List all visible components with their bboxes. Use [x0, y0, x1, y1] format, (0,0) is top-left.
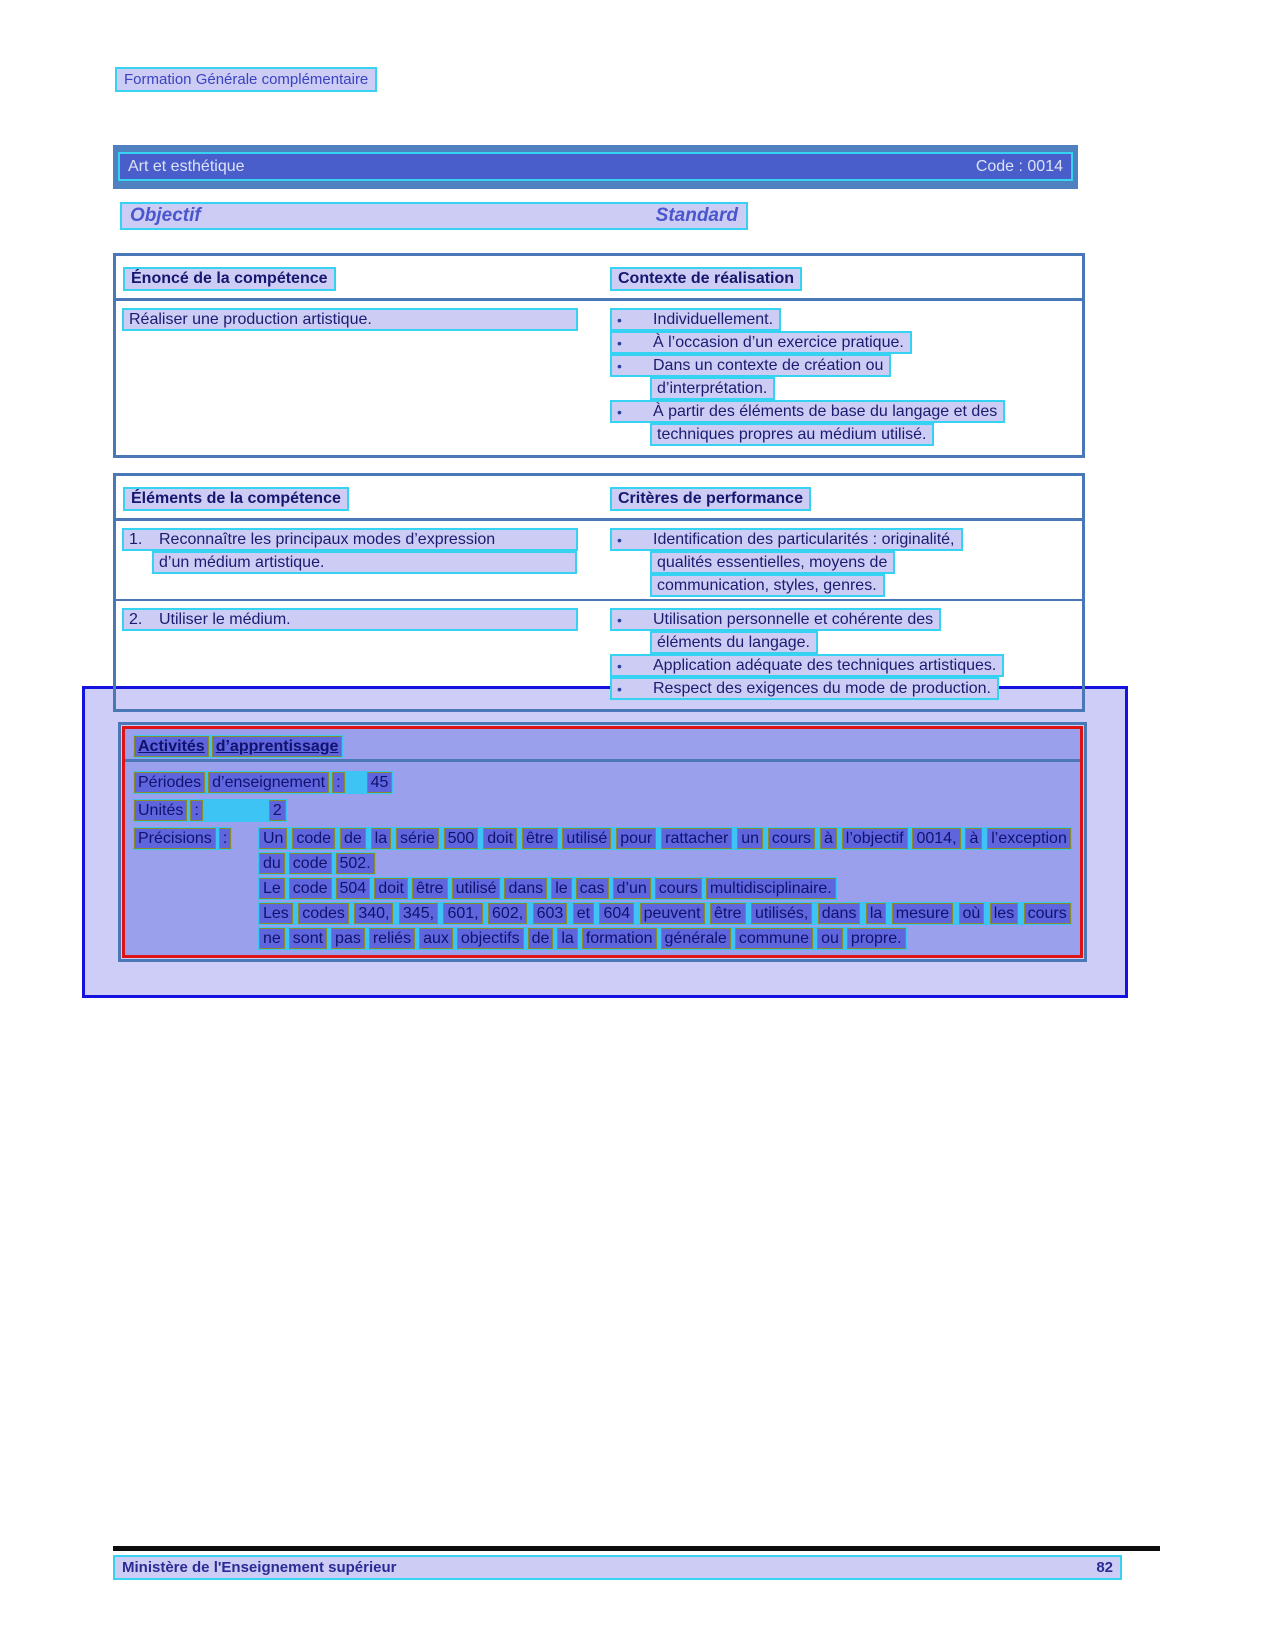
word-chip: : [190, 800, 202, 821]
highlight-line [650, 631, 818, 654]
column-header-contexte: Contexte de réalisation [610, 267, 802, 291]
word-chip: la [371, 828, 391, 849]
word-chip: formation [582, 928, 657, 949]
bullet-icon: • [617, 357, 622, 374]
word-chip: le [551, 878, 571, 899]
word-chip: de [340, 828, 366, 849]
document-category-label: Formation Générale complémentaire [115, 67, 377, 92]
word-chip: dans [818, 903, 861, 924]
activities-title-row [125, 729, 1080, 762]
word-chip: Précisions [134, 828, 216, 849]
word-chip: utilisé [452, 878, 501, 899]
competence-cell-left [116, 301, 610, 446]
word-chip: cours [768, 828, 815, 849]
word-chip: être [522, 828, 558, 849]
word-chip: être [710, 903, 746, 924]
elements-table-header [116, 476, 1082, 521]
competence-cell-right [610, 301, 1082, 446]
line-text: éléments du langage. [657, 633, 810, 651]
line-text: À partir des éléments de base du langage et des [653, 402, 998, 420]
word-chip: d’enseignement [208, 772, 329, 793]
word-chip: cours [1024, 903, 1071, 924]
elements-cell-left-1 [116, 521, 610, 599]
word-chip: Activités [134, 736, 209, 757]
annotation-strip [258, 927, 907, 950]
word-chip: cas [576, 878, 609, 899]
precisions-row [133, 827, 1080, 952]
word-chip: ne [259, 928, 285, 949]
highlight-line [650, 551, 895, 574]
word-chip: peuvent [640, 903, 705, 924]
annotation-strip [258, 852, 376, 875]
activities-field [133, 799, 1080, 822]
subject-header-highlight [118, 152, 1073, 181]
line-text: d’un médium artistique. [159, 553, 325, 571]
word-chip: 604 [599, 903, 634, 924]
activities-field [133, 771, 1080, 794]
field-gap [206, 800, 266, 819]
highlight-line [122, 528, 578, 551]
word-chip: : [219, 828, 231, 849]
word-chip: 504 [336, 878, 371, 899]
bullet-icon: • [617, 680, 622, 697]
line-text: Réaliser une production artistique. [129, 310, 372, 328]
footer-page-number: 82 [1096, 1559, 1113, 1576]
word-chip: de [528, 928, 554, 949]
annotation-strip [133, 771, 393, 794]
word-chip: 2 [269, 800, 286, 821]
elements-table-row-1 [116, 521, 1082, 601]
highlight-line [650, 574, 885, 597]
word-chip: un [737, 828, 763, 849]
column-header-criteres: Critères de performance [610, 487, 811, 511]
word-chip: reliés [369, 928, 415, 949]
elements-table-row-2 [116, 601, 1082, 700]
line-text: Respect des exigences du mode de production. [653, 679, 991, 697]
word-chip: série [396, 828, 439, 849]
word-chip: objectifs [457, 928, 524, 949]
word-chip: commune [735, 928, 813, 949]
competence-table-header [116, 256, 1082, 301]
subject-title: Art et esthétique [128, 157, 245, 175]
line-text: À l’occasion d’un exercice pratique. [653, 333, 904, 351]
word-chip: : [332, 772, 344, 793]
activities-fields [133, 771, 1080, 822]
word-chip: 601, [443, 903, 482, 924]
word-chip: la [557, 928, 577, 949]
annotation-strip [258, 877, 837, 900]
word-chip: et [573, 903, 594, 924]
word-chip: pas [331, 928, 365, 949]
word-chip: propre. [847, 928, 906, 949]
section-headings-row [120, 202, 748, 230]
word-chip: Un [259, 828, 287, 849]
word-chip: mesure [892, 903, 953, 924]
annotation-strip [258, 827, 1072, 850]
field-gap [348, 772, 364, 791]
word-chip: 345, [399, 903, 438, 924]
word-chip: rattacher [661, 828, 732, 849]
word-chip: d’un [613, 878, 651, 899]
column-header-enonce: Énoncé de la compétence [123, 267, 336, 291]
word-chip: ou [817, 928, 843, 949]
word-chip: 603 [533, 903, 568, 924]
precisions-text [258, 827, 1072, 952]
line-text: Identification des particularités : originalité, [653, 530, 955, 548]
competence-table-row [116, 301, 1082, 446]
word-chip: utilisé [562, 828, 611, 849]
word-chip: code [292, 828, 335, 849]
word-chip: code [289, 878, 332, 899]
elements-cell-left-2 [116, 601, 610, 700]
competence-table [113, 253, 1085, 458]
highlight-line [610, 331, 912, 354]
highlight-line [610, 354, 891, 377]
word-chip: à [820, 828, 837, 849]
word-chip: code [289, 853, 332, 874]
highlight-line [122, 608, 578, 631]
bullet-icon: • [617, 657, 622, 674]
word-chip: la [866, 903, 886, 924]
bullet-icon: • [617, 311, 622, 328]
word-chip: 500 [444, 828, 479, 849]
word-chip: dans [504, 878, 547, 899]
elements-table [113, 473, 1085, 712]
word-chip: 502. [336, 853, 375, 874]
activities-body [125, 762, 1080, 952]
word-chip: utilisés, [751, 903, 812, 924]
bullet-icon: • [617, 403, 622, 420]
word-chip: Périodes [134, 772, 205, 793]
highlight-line [610, 608, 941, 631]
word-chip: aux [419, 928, 453, 949]
word-chip: multidisciplinaire. [706, 878, 836, 899]
footer-ministry: Ministère de l'Enseignement supérieur [122, 1559, 397, 1576]
line-text: Dans un contexte de création ou [653, 356, 884, 374]
word-chip: pour [616, 828, 656, 849]
highlight-line [610, 528, 963, 551]
word-chip: Unités [134, 800, 187, 821]
line-text: Reconnaître les principaux modes d’expression [159, 530, 496, 548]
word-chip: cours [655, 878, 702, 899]
word-chip: sont [289, 928, 327, 949]
highlight-line [152, 551, 577, 574]
word-chip: doit [374, 878, 408, 899]
line-text: communication, styles, genres. [657, 576, 877, 594]
precisions-label-strip [133, 827, 232, 850]
word-chip: doit [483, 828, 517, 849]
word-chip: à [965, 828, 982, 849]
item-number: 2. [129, 610, 143, 628]
word-chip: l’exception [987, 828, 1071, 849]
subject-header-bar [113, 145, 1078, 189]
annotation-strip [133, 799, 287, 822]
item-number: 1. [129, 530, 143, 548]
learning-activities-table [118, 722, 1087, 962]
highlight-line [610, 308, 781, 331]
activities-title [133, 735, 343, 758]
word-chip: 340, [354, 903, 393, 924]
word-chip: être [412, 878, 448, 899]
word-chip: 45 [367, 772, 393, 793]
word-chip: d’apprentissage [212, 736, 343, 757]
activities-red-annotation-box [122, 726, 1083, 958]
bullet-icon: • [617, 334, 622, 351]
column-header-elements: Éléments de la compétence [123, 487, 349, 511]
highlight-line [122, 308, 578, 331]
highlight-line [650, 423, 934, 446]
line-text: Individuellement. [653, 310, 774, 328]
highlight-line [610, 677, 999, 700]
objectif-heading: Objectif [130, 205, 201, 226]
precisions-label [133, 827, 258, 952]
word-chip: où [959, 903, 985, 924]
word-chip: du [259, 853, 285, 874]
line-text: Application adéquate des techniques artistiques. [653, 656, 997, 674]
word-chip: Le [259, 878, 285, 899]
highlight-line [610, 400, 1005, 423]
annotation-strip [258, 902, 1072, 925]
word-chip: générale [661, 928, 731, 949]
standard-heading: Standard [655, 205, 738, 226]
elements-cell-right-2 [610, 601, 1082, 700]
bullet-icon: • [617, 611, 622, 628]
word-chip: les [990, 903, 1018, 924]
word-chip: l’objectif [842, 828, 908, 849]
line-text: Utiliser le médium. [159, 610, 291, 628]
line-text: Utilisation personnelle et cohérente des [653, 610, 934, 628]
course-code: Code : 0014 [975, 157, 1063, 175]
line-text: d’interprétation. [657, 379, 768, 397]
highlight-line [650, 377, 775, 400]
elements-cell-right-1 [610, 521, 1082, 599]
line-text: techniques propres au médium utilisé. [657, 425, 927, 443]
word-chip: 0014, [912, 828, 960, 849]
line-text: qualités essentielles, moyens de [657, 553, 888, 571]
bullet-icon: • [617, 531, 622, 548]
word-chip: 602, [488, 903, 527, 924]
word-chip: Les [259, 903, 293, 924]
word-chip: codes [298, 903, 349, 924]
highlight-line [610, 654, 1004, 677]
footer-rule [113, 1546, 1160, 1551]
footer [113, 1555, 1122, 1580]
